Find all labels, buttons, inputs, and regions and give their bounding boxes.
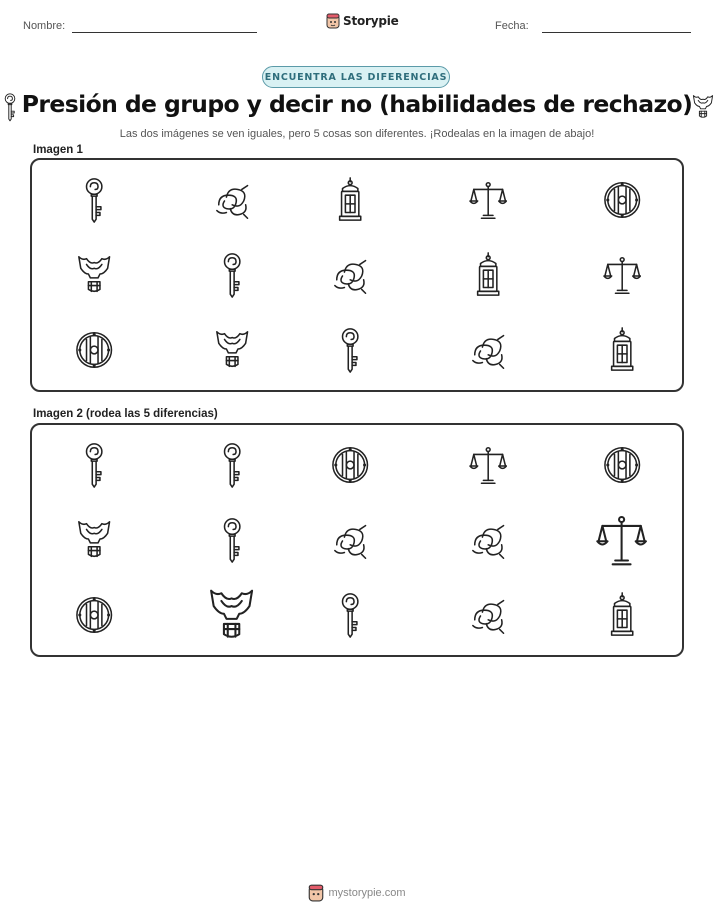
shield-icon [603,176,641,224]
knot-icon [331,516,369,564]
grid-cell-key-icon [213,516,251,564]
scales-icon [469,441,507,489]
grid-cell-lantern-icon [603,326,641,374]
image2-label: Imagen 2 (rodea las 5 diferencias) [33,408,218,420]
knot-icon [331,251,369,299]
grid-cell-knot-icon [469,591,507,639]
knot-icon [469,326,507,374]
knot-icon [469,591,507,639]
image1-label: Imagen 1 [33,144,83,156]
throat-icon [75,251,113,299]
key-icon [331,591,369,639]
scales-icon [469,176,507,224]
grid-cell-shield-icon [331,441,369,489]
grid-cell-throat-icon [213,326,251,374]
grid-cell-key-icon [331,591,369,639]
grid-cell-lantern-icon [603,591,641,639]
instructions: Las dos imágenes se ven iguales, pero 5 cosas son diferentes. ¡Rodealas en la imagen de abajo! [119,128,595,140]
date-label: Fecha: [495,20,529,32]
shield-icon [603,441,641,489]
grid-cell-scales-icon [469,176,507,224]
grid-cell-shield-icon [75,326,113,374]
date-field[interactable] [542,32,691,33]
page-title: Presión de grupo y decir no (habilidades de rechazo) [21,90,693,118]
grid-cell-scales-icon [596,508,647,572]
grid-cell-scales-icon [469,441,507,489]
name-label: Nombre: [23,20,66,32]
storypie-mascot-icon [308,884,324,902]
brand-logo [326,13,399,29]
scales-icon [603,251,641,299]
lantern-icon [331,176,369,224]
name-field[interactable] [72,32,257,33]
grid-cell-shield-icon [603,176,641,224]
storypie-mascot-icon [326,13,340,29]
grid-cell-lantern-icon [331,176,369,224]
grid-cell-lantern-icon [469,251,507,299]
throat-icon [206,583,257,647]
grid-cell-knot-icon [331,251,369,299]
knot-icon [213,176,251,224]
grid-cell-knot-icon [469,516,507,564]
title-right-icon [691,92,714,127]
grid-cell-knot-icon [331,516,369,564]
knot-icon [469,516,507,564]
shield-icon [75,591,113,639]
lantern-icon [469,251,507,299]
grid-cell-throat-icon [75,516,113,564]
key-icon [331,326,369,374]
grid-cell-key-icon [213,251,251,299]
key-icon [213,516,251,564]
activity-badge: ENCUENTRA LAS DIFERENCIAS [262,66,450,88]
key-icon [213,251,251,299]
grid-cell-scales-icon [603,251,641,299]
image2-panel[interactable] [30,423,684,657]
grid-cell-throat-icon [206,583,257,647]
grid-cell-key-icon [75,176,113,224]
brand-name: Storypie [343,14,399,28]
shield-icon [331,441,369,489]
grid-cell-throat-icon [75,251,113,299]
shield-icon [75,326,113,374]
key-icon [75,441,113,489]
throat-icon [75,516,113,564]
throat-icon [213,326,251,374]
key-icon [75,176,113,224]
grid-cell-knot-icon [469,326,507,374]
grid-cell-key-icon [213,441,251,489]
lantern-icon [603,591,641,639]
grid-cell-key-icon [75,441,113,489]
footer-url: mystorypie.com [328,887,406,899]
image1-panel [30,158,684,392]
key-icon [213,441,251,489]
grid-cell-key-icon [331,326,369,374]
footer [0,884,714,902]
grid-cell-shield-icon [75,591,113,639]
grid-cell-shield-icon [603,441,641,489]
throat-icon [691,92,714,122]
lantern-icon [603,326,641,374]
grid-cell-knot-icon [213,176,251,224]
scales-icon [596,508,647,572]
